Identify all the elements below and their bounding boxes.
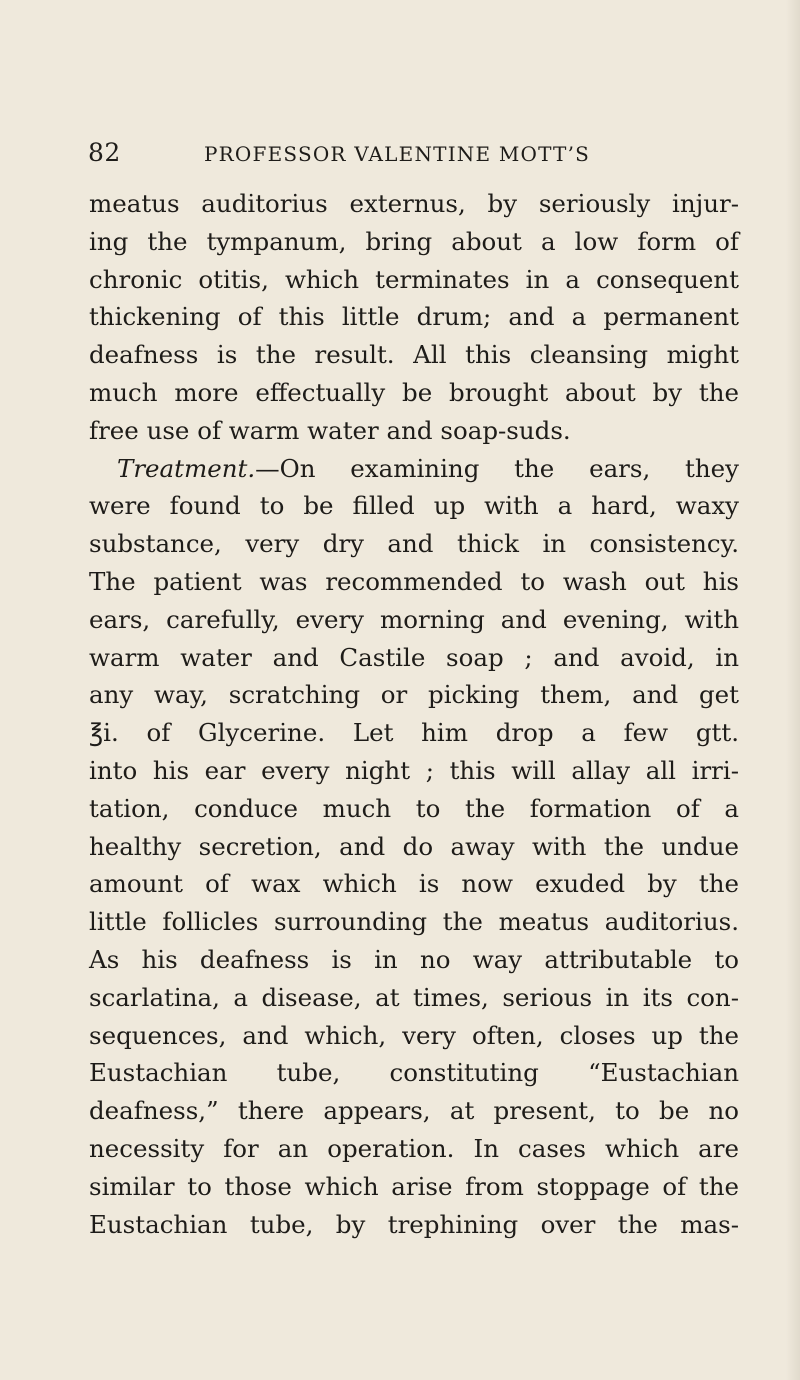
running-title: PROFESSOR VALENTINE MOTT’S [204, 142, 591, 166]
text-line: substance, very dry and thick in consistency. [89, 529, 739, 559]
text-line: Eustachian tube, constituting “Eustachian [89, 1058, 739, 1088]
treatment-text: —On examining the ears, they [255, 453, 739, 483]
treatment-line [89, 450, 739, 488]
text-line: chronic otitis, which terminates in a consequent [89, 264, 739, 294]
page-number: 82 [88, 138, 121, 167]
text-line: were found to be filled up with a hard, waxy [89, 491, 739, 521]
text-line: free use of warm water and soap-suds. [89, 415, 571, 445]
text-line: As his deafness is in no way attributable to [89, 944, 739, 974]
treatment-heading: Treatment. [117, 453, 256, 483]
text-line: ing the tympanum, bring about a low form of [89, 226, 739, 256]
text-line: necessity for an operation. In cases which are [89, 1133, 739, 1163]
text-line: ears, carefully, every morning and evening, with [89, 604, 739, 634]
text-line: similar to those which arise from stoppage of the [89, 1171, 739, 1201]
text-line: deafness is the result. All this cleansing might [89, 340, 739, 370]
text-line: deafness,” there appears, at present, to be no [89, 1096, 739, 1126]
body-text [89, 185, 739, 1243]
page-edge-shadow [786, 0, 800, 1380]
text-line: meatus auditorius externus, by seriously injur- [89, 189, 739, 218]
text-line: thickening of this little drum; and a permanent [89, 302, 739, 332]
text-line: little follicles surrounding the meatus auditorius. [89, 907, 739, 937]
text-line: warm water and Castile soap ; and avoid, in [89, 642, 739, 672]
text-line: ℥i. of Glycerine. Let him drop a few gtt. [89, 718, 739, 748]
text-line: into his ear every night ; this will allay all irri- [89, 755, 739, 785]
page-header [88, 138, 742, 172]
text-line: any way, scratching or picking them, and get [89, 680, 739, 710]
text-line: much more effectually be brought about by the [89, 377, 739, 407]
text-line: Eustachian tube, by trephining over the mas- [89, 1209, 739, 1239]
text-line: healthy secretion, and do away with the undue [89, 831, 739, 861]
text-line: sequences, and which, very often, closes up the [89, 1020, 739, 1050]
text-line: scarlatina, a disease, at times, serious in its con- [89, 982, 739, 1012]
text-line: amount of wax which is now exuded by the [89, 869, 739, 899]
text-line: The patient was recommended to wash out his [89, 566, 739, 596]
text-line: tation, conduce much to the formation of a [89, 793, 739, 823]
